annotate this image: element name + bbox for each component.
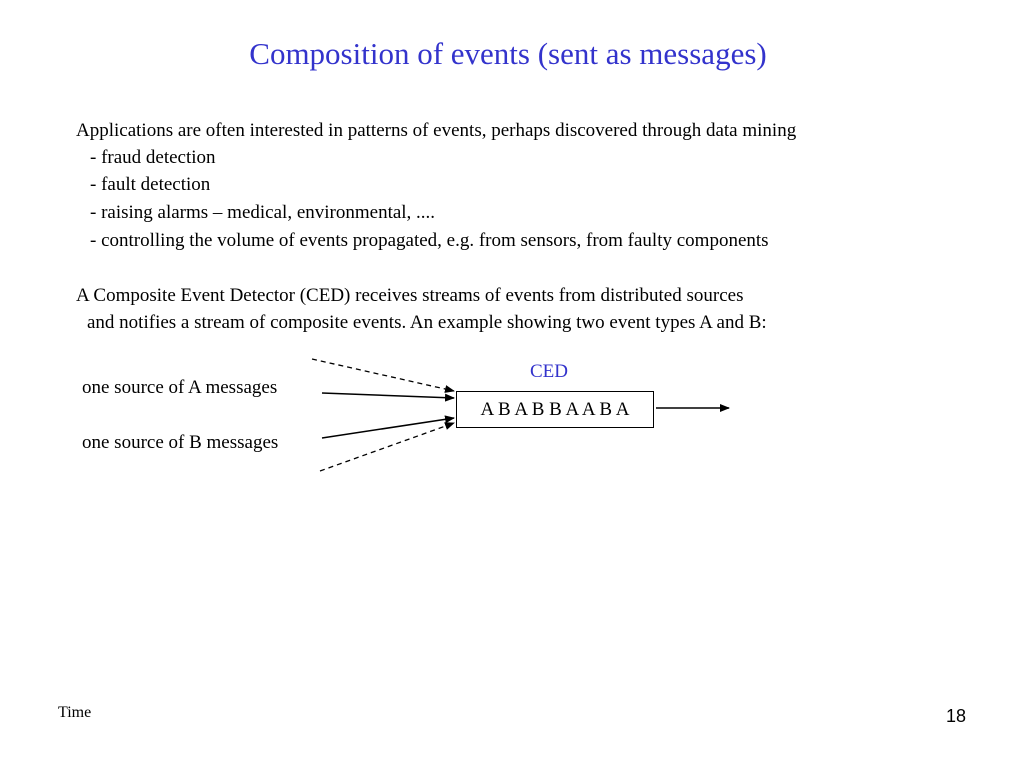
bullet-item: - fraud detection [90,147,216,168]
ced-label: CED [530,361,568,382]
dashed-arrow-bottom [320,423,454,471]
arrow-source-a [322,393,454,398]
ced-description-line1: A Composite Event Detector (CED) receives streams of events from distributed sources [76,285,744,306]
source-a-label: one source of A messages [82,377,278,398]
arrow-source-b [322,418,454,438]
bullet-item: - raising alarms – medical, environmental, .... [90,202,436,223]
page-number: 18 [945,706,966,726]
source-b-label: one source of B messages [82,432,279,453]
footer-time-label: Time [58,704,92,721]
ced-event-stream: A B A B B A A B A [480,398,630,420]
bullet-item: - controlling the volume of events propagated, e.g. from sensors, from faulty components [90,230,769,251]
ced-box [456,391,654,428]
intro-text: Applications are often interested in patterns of events, perhaps discovered through data mining [76,120,797,141]
dashed-arrow-top [312,359,454,391]
ced-description-line2: and notifies a stream of composite events. An example showing two event types A and B: [87,312,767,333]
slide-title: Composition of events (sent as messages) [249,36,767,71]
bullet-item: - fault detection [90,174,211,195]
